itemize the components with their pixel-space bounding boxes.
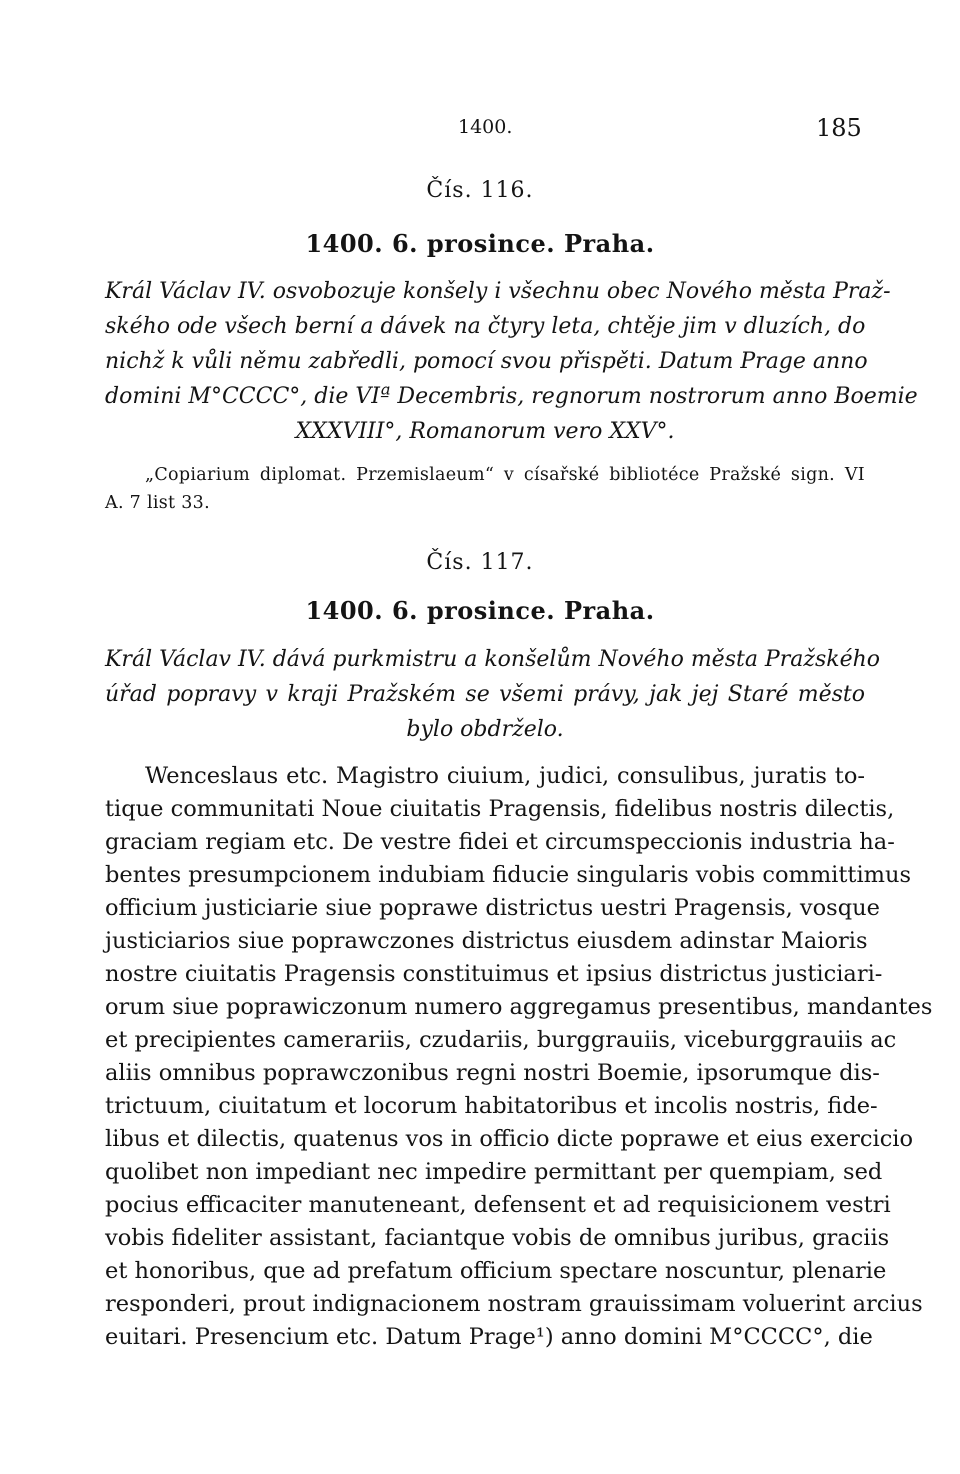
body-line: vobis fideliter assistant, faciantque vobis de omnibus juribus, graciis	[105, 1225, 890, 1251]
body-line: quolibet non impediant nec impedire permittant per quempiam, sed	[105, 1159, 883, 1185]
source-line: „Copiarium diplomat. Przemislaeum“ v císařské bibliotéce Pražské sign. VI	[145, 465, 865, 485]
body-line: responderi, prout indignacionem nostram grauissimam voluerint arcius	[105, 1291, 923, 1317]
regest-line: Král Václav IV. osvobozuje konšely i všechnu obec Nového města Praž-	[105, 279, 891, 304]
regest-line: nichž k vůli němu zabředli, pomocí svou přispěti. Datum Prage anno	[105, 349, 868, 374]
document-number: Čís. 117.	[426, 550, 534, 575]
regest-line: úřad popravy v kraji Pražském se všemi právy, jak jej Staré město	[105, 682, 865, 707]
regest-line: domini M°CCCC°, die VIª Decembris, regnorum nostrorum anno Boemie	[105, 384, 918, 409]
body-line: justiciarios siue poprawczones districtus eiusdem adinstar Maioris	[105, 928, 868, 954]
body-line: et precipientes camerariis, czudariis, burggrauiis, viceburggrauiis ac	[105, 1027, 897, 1053]
document-date-heading: 1400. 6. prosince. Praha.	[305, 596, 655, 625]
regest-line: XXXVIII°, Romanorum vero XXV°.	[295, 419, 675, 444]
regest-line: Král Václav IV. dává purkmistru a konšelům Nového města Pražského	[105, 647, 881, 672]
body-line: et honoribus, que ad prefatum officium spectare noscuntur, plenarie	[105, 1258, 887, 1284]
regest-paragraph	[105, 274, 918, 449]
body-line: officium justiciarie siue poprawe districtus uestri Pragensis, vosque	[105, 895, 880, 921]
regest-line: bylo obdrželo.	[406, 717, 564, 742]
page-number: 185	[816, 114, 862, 142]
document-number: Čís. 116.	[426, 178, 534, 203]
body-line: aliis omnibus poprawczonibus regni nostri Boemie, ipsorumque dis-	[105, 1060, 880, 1086]
running-header-year: 1400.	[458, 116, 513, 138]
body-line: bentes presumpcionem indubiam fiducie singularis vobis committimus	[105, 862, 912, 888]
body-line: Wenceslaus etc. Magistro ciuium, judici, consulibus, juratis to-	[145, 763, 865, 789]
regest-line: ského ode všech berní a dávek na čtyry leta, chtěje jim v dluzích, do	[105, 314, 866, 339]
source-line: A. 7 list 33.	[105, 493, 210, 513]
body-line: libus et dilectis, quatenus vos in officio dicte poprawe et eius exercicio	[105, 1126, 914, 1152]
regest-paragraph	[105, 642, 881, 747]
source-note	[105, 461, 865, 517]
document-date-heading: 1400. 6. prosince. Praha.	[305, 229, 655, 258]
body-line: orum siue poprawiczonum numero aggregamus presentibus, mandantes	[105, 994, 933, 1020]
body-line: pocius efficaciter manuteneant, defensent et ad requisicionem vestri	[105, 1192, 891, 1218]
body-line: tique communitati Noue ciuitatis Pragensis, fidelibus nostris dilectis,	[105, 796, 895, 822]
body-line: nostre ciuitatis Pragensis constituimus et ipsius districtus justiciari-	[105, 961, 883, 987]
body-line: trictuum, ciuitatum et locorum habitatoribus et incolis nostris, fide-	[105, 1093, 878, 1119]
body-line: euitari. Presencium etc. Datum Prage¹) anno domini M°CCCC°, die	[105, 1324, 873, 1350]
document-body	[105, 760, 933, 1354]
body-line: graciam regiam etc. De vestre fidei et circumspeccionis industria ha-	[105, 829, 895, 855]
